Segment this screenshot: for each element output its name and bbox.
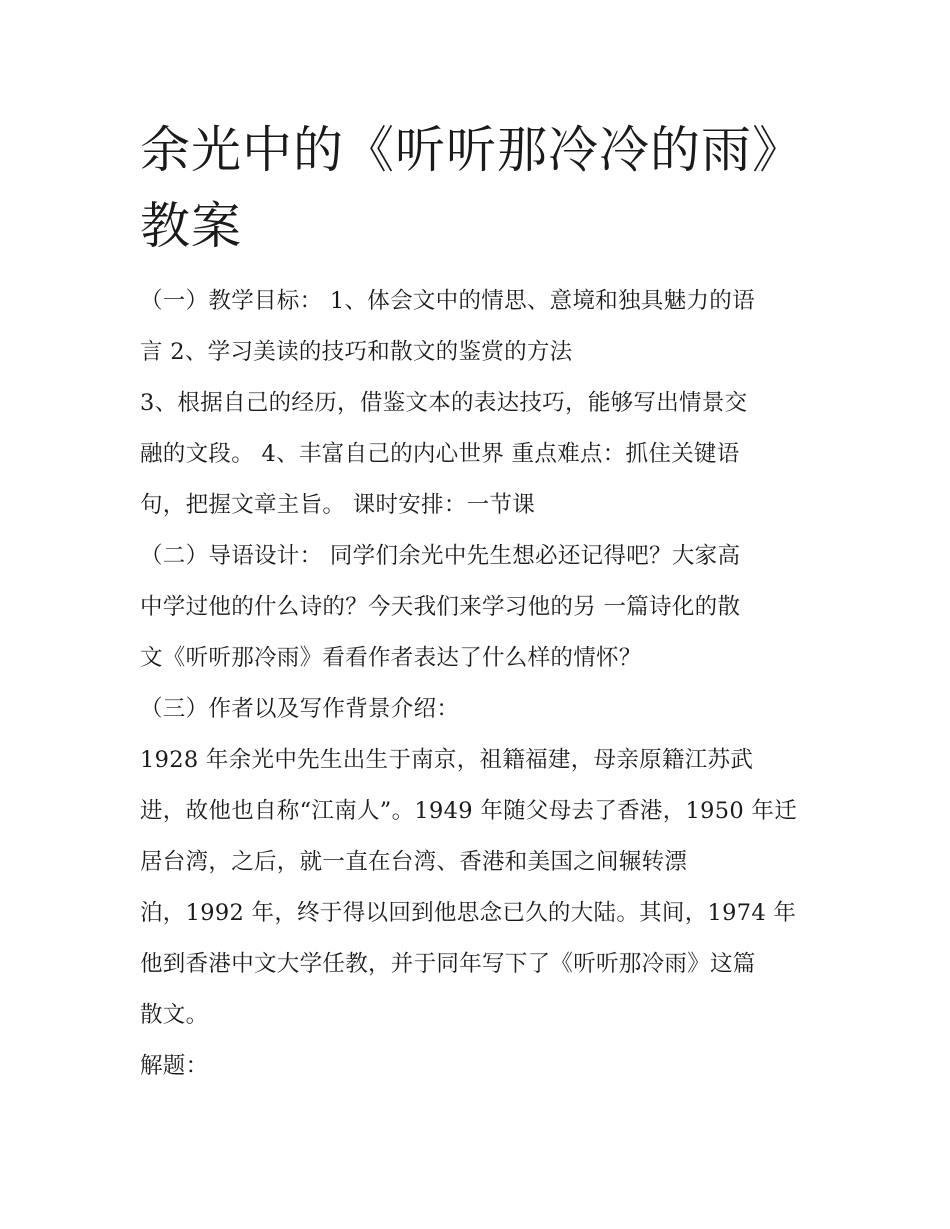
body-line: 1928 年余光中先生出生于南京，祖籍福建，母亲原籍江苏武	[140, 747, 754, 773]
body-line: 文《听听那冷雨》看看作者表达了什么样的情怀？	[140, 645, 642, 671]
title-line-1: 余光中的《听听那冷冷的雨》	[140, 121, 803, 179]
body-line: 他到香港中文大学任教，并于同年写下了《听听那冷雨》这篇	[140, 951, 756, 977]
body-line: 散文。	[140, 1002, 209, 1028]
body-line: 泊，1992 年，终于得以回到他思念已久的大陆。其间，1974 年	[140, 900, 797, 926]
title-line-2: 教案	[140, 197, 242, 255]
document-title	[140, 112, 820, 264]
body-line-objectives: （一）教学目标： 1、体会文中的情思、意境和独具魅力的语	[140, 288, 755, 314]
document-body	[140, 276, 820, 1092]
body-line-author-background: （三）作者以及写作背景介绍：	[140, 696, 460, 722]
body-line-intro-design: （二）导语设计： 同学们余光中先生想必还记得吧？大家高	[140, 543, 741, 569]
body-line: 融的文段。 4、丰富自己的内心世界 重点难点：抓住关键语	[140, 441, 740, 467]
body-line-title-analysis: 解题：	[140, 1053, 209, 1079]
body-line: 3、根据自己的经历，借鉴文本的表达技巧，能够写出情景交	[140, 390, 748, 416]
body-line: 言 2、学习美读的技巧和散文的鉴赏的方法	[140, 339, 573, 365]
body-line: 进，故他也自称“江南人”。1949 年随父母去了香港，1950 年迁	[140, 798, 798, 824]
body-line: 居台湾，之后，就一直在台湾、香港和美国之间辗转漂	[140, 849, 688, 875]
body-line: 中学过他的什么诗的？今天我们来学习他的另 一篇诗化的散	[140, 594, 741, 620]
body-line: 句，把握文章主旨。 课时安排：一节课	[140, 492, 536, 518]
